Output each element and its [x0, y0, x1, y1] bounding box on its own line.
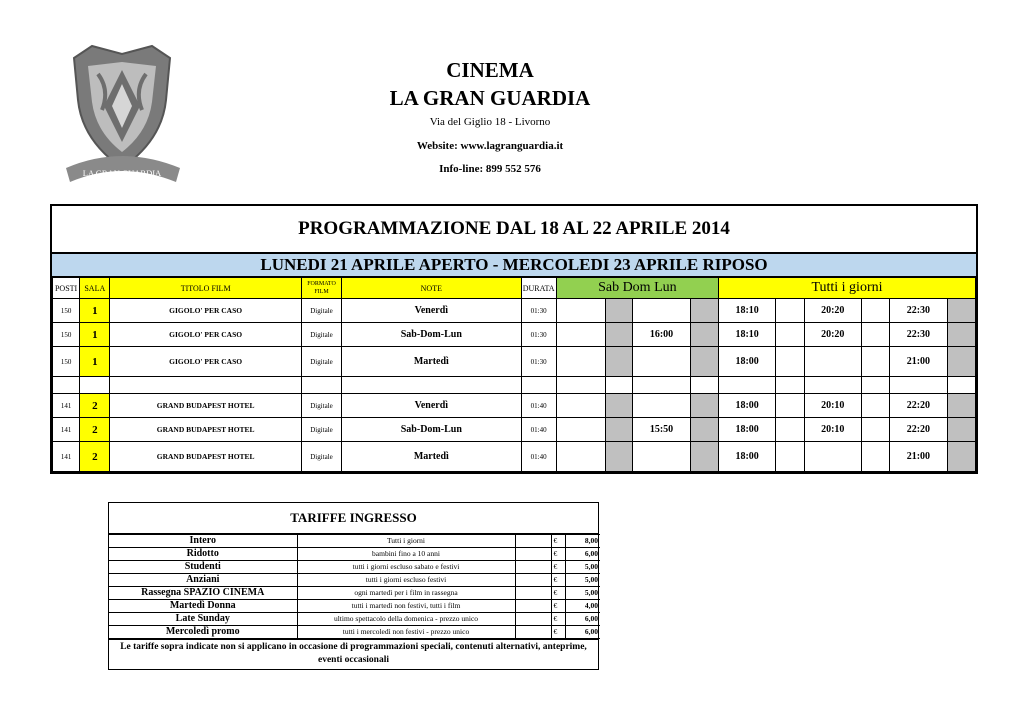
showtime-cell: 22:20 [890, 418, 947, 442]
currency-symbol: € [551, 561, 565, 574]
col-all-days: Tutti i giorni [718, 278, 975, 299]
showtime-cell: 20:20 [804, 323, 861, 347]
tariffa-row [109, 613, 600, 626]
tariffa-row [109, 535, 600, 548]
showtime-cell [804, 442, 861, 472]
showtime-cell: 20:20 [804, 299, 861, 323]
film-title-cell: GRAND BUDAPEST HOTEL [110, 442, 301, 472]
empty-cell [776, 377, 804, 394]
showtime-cell: 22:30 [890, 299, 947, 323]
tariffe-table [109, 534, 600, 639]
film-title-cell: GIGOLO' PER CASO [110, 347, 301, 377]
sala-cell: 2 [80, 442, 110, 472]
schedule-title: PROGRAMMAZIONE DAL 18 AL 22 APRILE 2014 [52, 206, 976, 254]
film-title-cell: GRAND BUDAPEST HOTEL [110, 418, 301, 442]
note-cell: Martedì [342, 442, 521, 472]
tariffa-price: 4,00 [565, 600, 600, 613]
note-cell: Martedì [342, 347, 521, 377]
spacer-cell [947, 442, 975, 472]
tariffa-row [109, 626, 600, 639]
tariffa-description: Tutti i giorni [297, 535, 515, 548]
spacer-cell [606, 347, 633, 377]
formato-cell: Digitale [301, 323, 341, 347]
empty-cell [515, 626, 551, 639]
spacer-cell [861, 394, 889, 418]
tariffa-description: ultimo spettacolo della domenica - prezzo unico [297, 613, 515, 626]
showtime-cell [633, 347, 690, 377]
showtime-cell: 18:00 [718, 442, 775, 472]
currency-symbol: € [551, 600, 565, 613]
spacer-cell [861, 299, 889, 323]
tariffa-row [109, 587, 600, 600]
empty-cell [515, 587, 551, 600]
col-sala: SALA [80, 278, 110, 299]
tariffa-row [109, 548, 600, 561]
spacer-cell [690, 442, 718, 472]
showtime-cell [804, 347, 861, 377]
film-title-cell: GRAND BUDAPEST HOTEL [110, 394, 301, 418]
spacer-cell [947, 347, 975, 377]
showtime-cell: 22:20 [890, 394, 947, 418]
tariffa-description: tutti i martedì non festivi, tutti i film [297, 600, 515, 613]
sala-cell: 2 [80, 418, 110, 442]
schedule-separator-row [53, 377, 976, 394]
note-cell: Venerdì [342, 299, 521, 323]
currency-symbol: € [551, 535, 565, 548]
tariffa-row [109, 600, 600, 613]
posti-cell: 141 [53, 394, 80, 418]
schedule-row [53, 299, 976, 323]
schedule-row [53, 418, 976, 442]
showtime-cell: 21:00 [890, 347, 947, 377]
empty-cell [515, 613, 551, 626]
posti-cell: 150 [53, 323, 80, 347]
empty-cell [606, 377, 633, 394]
showtime-cell: 20:10 [804, 394, 861, 418]
empty-cell [718, 377, 775, 394]
tariffa-price: 5,00 [565, 587, 600, 600]
col-note: NOTE [342, 278, 521, 299]
showtime-cell: 15:50 [633, 418, 690, 442]
showtime-cell [556, 394, 605, 418]
tariffa-description: ogni martedì per i film in rassegna [297, 587, 515, 600]
durata-cell: 01:40 [521, 394, 556, 418]
spacer-cell [947, 418, 975, 442]
formato-cell: Digitale [301, 347, 341, 377]
spacer-cell [776, 394, 804, 418]
col-weekend: Sab Dom Lun [556, 278, 718, 299]
film-title-cell: GIGOLO' PER CASO [110, 323, 301, 347]
spacer-cell [776, 418, 804, 442]
tariffa-price: 6,00 [565, 613, 600, 626]
formato-cell: Digitale [301, 299, 341, 323]
spacer-cell [690, 299, 718, 323]
cinema-infoline: Info-line: 899 552 576 [439, 163, 541, 175]
tariffa-name: Studenti [109, 561, 297, 574]
tariffa-name: Late Sunday [109, 613, 297, 626]
showtime-cell: 18:10 [718, 299, 775, 323]
tariffa-price: 8,00 [565, 535, 600, 548]
cinema-logo [62, 40, 182, 190]
tariffa-name: Intero [109, 535, 297, 548]
cinema-title: CINEMA [446, 58, 534, 82]
empty-cell [521, 377, 556, 394]
spacer-cell [606, 299, 633, 323]
spacer-cell [690, 394, 718, 418]
schedule-header-row [53, 278, 976, 299]
currency-symbol: € [551, 548, 565, 561]
spacer-cell [861, 347, 889, 377]
showtime-cell [633, 299, 690, 323]
showtime-cell [633, 442, 690, 472]
posti-cell: 141 [53, 418, 80, 442]
tariffa-price: 6,00 [565, 548, 600, 561]
tariffa-name: Mercoledì promo [109, 626, 297, 639]
tariffe-title: TARIFFE INGRESSO [109, 503, 598, 534]
tariffe-note: Le tariffe sopra indicate non si applicano in occasione di programmazioni speciali, contenuti alternativi, anteprime, eventi occasionali [109, 639, 598, 669]
empty-cell [301, 377, 341, 394]
tariffa-description: tutti i mercoledì non festivi - prezzo unico [297, 626, 515, 639]
durata-cell: 01:30 [521, 347, 556, 377]
tariffa-name: Anziani [109, 574, 297, 587]
showtime-cell: 20:10 [804, 418, 861, 442]
spacer-cell [776, 442, 804, 472]
currency-symbol: € [551, 613, 565, 626]
schedule-row [53, 323, 976, 347]
tariffa-name: Martedì Donna [109, 600, 297, 613]
showtime-cell [556, 418, 605, 442]
schedule-box [50, 204, 978, 474]
svg-text:LA GRAN GUARDIA: LA GRAN GUARDIA [82, 168, 162, 178]
spacer-cell [690, 418, 718, 442]
spacer-cell [776, 347, 804, 377]
formato-cell: Digitale [301, 418, 341, 442]
spacer-cell [861, 442, 889, 472]
empty-cell [110, 377, 301, 394]
col-posti: POSTI [53, 278, 80, 299]
showtime-cell: 21:00 [890, 442, 947, 472]
spacer-cell [690, 323, 718, 347]
empty-cell [515, 548, 551, 561]
tariffa-description: tutti i giorni escluso sabato e festivi [297, 561, 515, 574]
empty-cell [633, 377, 690, 394]
empty-cell [53, 377, 80, 394]
schedule-row [53, 442, 976, 472]
tariffa-price: 6,00 [565, 626, 600, 639]
showtime-cell [556, 323, 605, 347]
tariffa-name: Rassegna SPAZIO CINEMA [109, 587, 297, 600]
currency-symbol: € [551, 587, 565, 600]
durata-cell: 01:30 [521, 299, 556, 323]
tariffa-name: Ridotto [109, 548, 297, 561]
spacer-cell [690, 347, 718, 377]
sala-cell: 1 [80, 347, 110, 377]
showtime-cell: 18:00 [718, 347, 775, 377]
spacer-cell [861, 418, 889, 442]
spacer-cell [947, 323, 975, 347]
showtime-cell [633, 394, 690, 418]
empty-cell [890, 377, 947, 394]
tariffa-row [109, 574, 600, 587]
durata-cell: 01:40 [521, 442, 556, 472]
empty-cell [861, 377, 889, 394]
film-title-cell: GIGOLO' PER CASO [110, 299, 301, 323]
col-formato: FORMATO FILM [301, 278, 341, 299]
posti-cell: 150 [53, 347, 80, 377]
schedule-row [53, 347, 976, 377]
empty-cell [80, 377, 110, 394]
spacer-cell [861, 323, 889, 347]
schedule-row [53, 394, 976, 418]
empty-cell [804, 377, 861, 394]
showtime-cell [556, 347, 605, 377]
empty-cell [690, 377, 718, 394]
tariffa-price: 5,00 [565, 574, 600, 587]
spacer-cell [776, 323, 804, 347]
durata-cell: 01:40 [521, 418, 556, 442]
tariffa-description: tutti i giorni escluso festivi [297, 574, 515, 587]
sala-cell: 1 [80, 323, 110, 347]
col-titolo: TITOLO FILM [110, 278, 301, 299]
spacer-cell [776, 299, 804, 323]
showtime-cell [556, 442, 605, 472]
cinema-website[interactable]: Website: www.lagranguardia.it [416, 140, 564, 152]
empty-cell [556, 377, 605, 394]
spacer-cell [606, 394, 633, 418]
empty-cell [947, 377, 975, 394]
spacer-cell [606, 323, 633, 347]
showtime-cell: 18:00 [718, 418, 775, 442]
formato-cell: Digitale [301, 394, 341, 418]
note-cell: Sab-Dom-Lun [342, 418, 521, 442]
posti-cell: 141 [53, 442, 80, 472]
showtime-cell: 18:00 [718, 394, 775, 418]
formato-cell: Digitale [301, 442, 341, 472]
schedule-subtitle: LUNEDI 21 APRILE APERTO - MERCOLEDI 23 APRILE RIPOSO [52, 254, 976, 277]
tariffa-row [109, 561, 600, 574]
empty-cell [515, 535, 551, 548]
tariffe-box [108, 502, 599, 670]
showtime-cell [556, 299, 605, 323]
empty-cell [515, 561, 551, 574]
spacer-cell [606, 442, 633, 472]
note-cell: Venerdì [342, 394, 521, 418]
empty-cell [515, 600, 551, 613]
tariffa-description: bambini fino a 10 anni [297, 548, 515, 561]
currency-symbol: € [551, 626, 565, 639]
sala-cell: 1 [80, 299, 110, 323]
empty-cell [515, 574, 551, 587]
spacer-cell [947, 299, 975, 323]
col-durata: DURATA [521, 278, 556, 299]
note-cell: Sab-Dom-Lun [342, 323, 521, 347]
sala-cell: 2 [80, 394, 110, 418]
showtime-cell: 16:00 [633, 323, 690, 347]
currency-symbol: € [551, 574, 565, 587]
empty-cell [342, 377, 521, 394]
spacer-cell [947, 394, 975, 418]
cinema-name: LA GRAN GUARDIA [389, 86, 591, 110]
durata-cell: 01:30 [521, 323, 556, 347]
cinema-address: Via del Giglio 18 - Livorno [429, 116, 551, 128]
tariffa-price: 5,00 [565, 561, 600, 574]
schedule-table [52, 277, 976, 472]
posti-cell: 150 [53, 299, 80, 323]
spacer-cell [606, 418, 633, 442]
showtime-cell: 22:30 [890, 323, 947, 347]
showtime-cell: 18:10 [718, 323, 775, 347]
